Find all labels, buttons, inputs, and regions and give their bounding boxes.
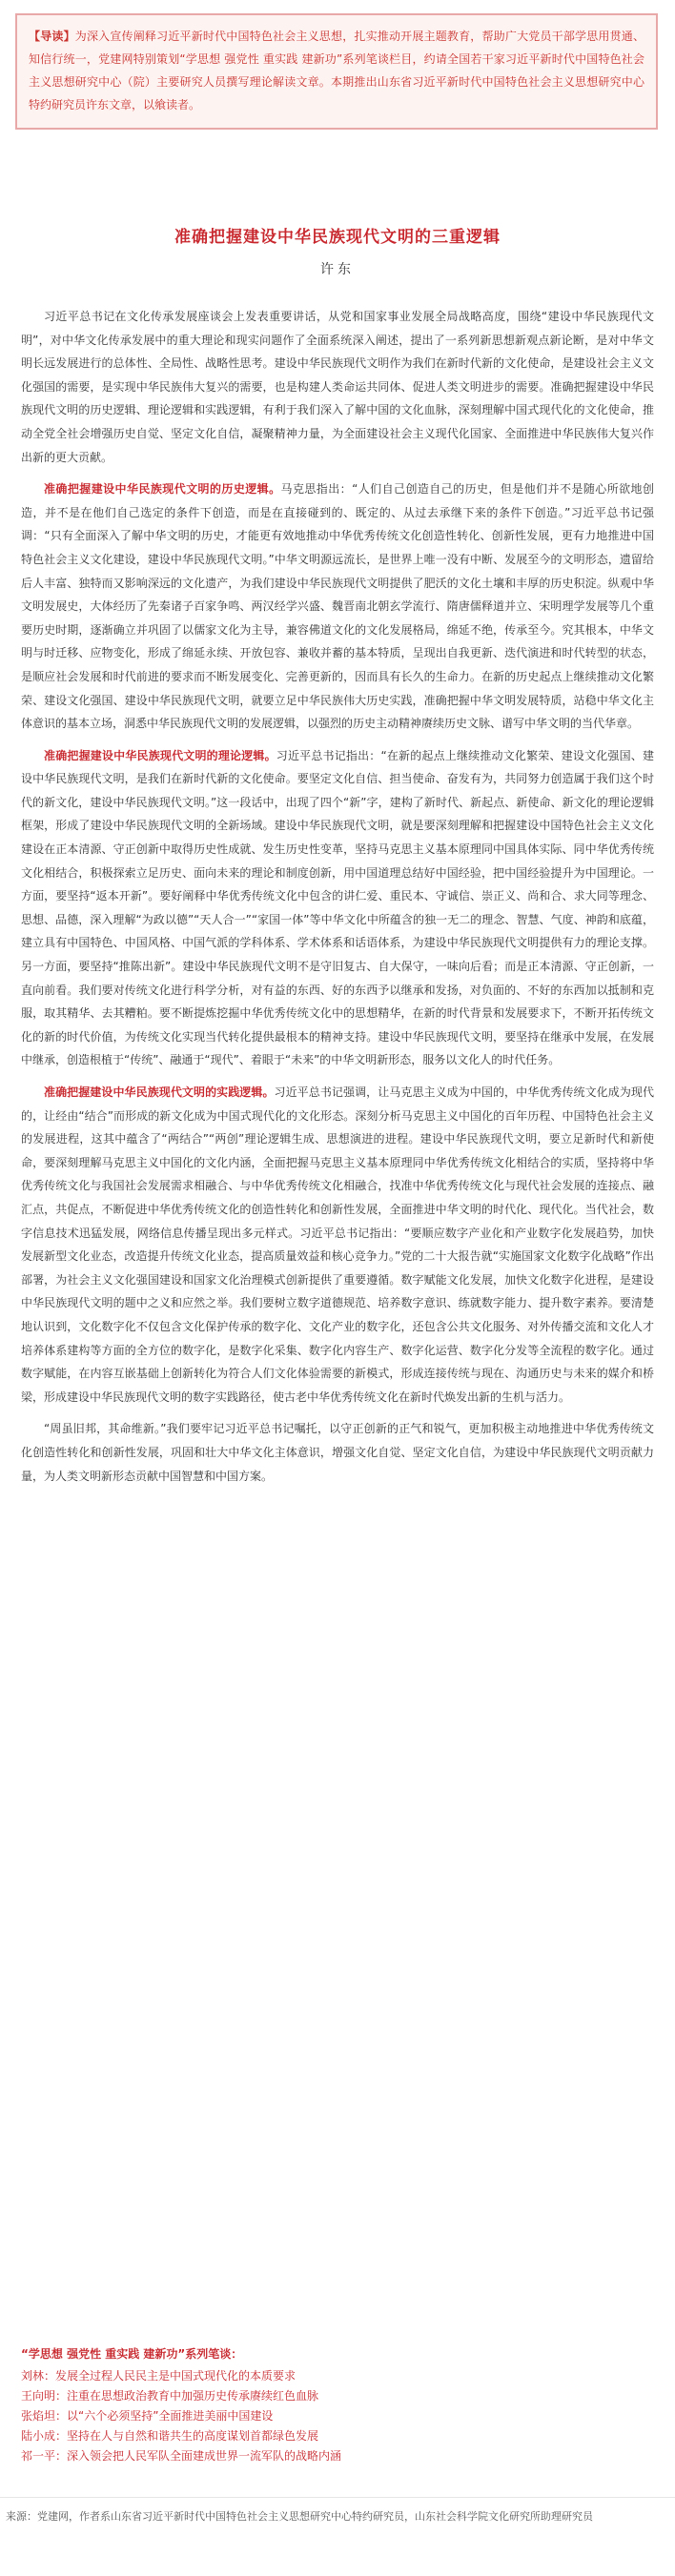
article-author: 许东 [320, 262, 355, 277]
paragraph-text: 习近平总书记强调，让马克思主义成为中国的，中华优秀传统文化成为现代的，让经由“结合”而形成的新文化成为中国式现代化的文化形态。深刻分析马克思主义中国化的百年历程、中国特色社会主义的发展进程，这其中蕴含了“两结合”“两创”理论逻辑生成、思想演进的进程。建设中华民族现代文明，要立足新时代和新使命，要深刻理解马克思主义中国化的文化内涵，全面把握马克思主义基本原理同中华优秀传统文化相结合的实质，坚持将中华优秀传统文化与我国社会发展需求相融合、与中华优秀传统文化相融合，找准中华优秀传统文化与现代社会发展的连接点、融汇点，共促点，不断促进中华优秀传统文化的创造性转化和创新性发展，全面推进中华文明的时代化、现代化。当代社会，数字信息技术迅猛发展，网络信息传播呈现出多元样式。习近平总书记指出：“要顺应数字产业化和产业数字化发展趋势，加快发展新型文化业态，改造提升传统文化业态，提高质量效益和核心竞争力。”党的二十大报告就“实施国家文化数字化战略”作出部署，为社会主义文化强国建设和国家文化治理模式创新提供了重要遵循。数字赋能文化发展，加快文化数字化进程，是建设中华民族现代文明的题中之义和应然之举。我们要树立数字道德规范、培养数字意识、练就数字能力、提升数字素养。要清楚地认识到，文化数字化不仅包含文化保护传承的数字化、文化产业的数字化，还包含公共文化服务、对外传播交流和文化人才培养体系建构等方面的全方位的数字化，是数字化采集、数字化内容生产、数字化运营、数字化分发等全流程的数字化。通过数字赋能，在内容互嵌基础上创新转化为符合人们文化体验需要的新模式，形成连接传统与现在、沟通历史与未来的媒介和桥梁，形成建设中华民族现代文明的数字实践路径，使古老中华优秀传统文化在新时代焕发出新的生机与活力。 [21, 1085, 654, 1404]
series-link[interactable]: 王向明：注重在思想政治教育中加强历史传承赓续红色血脉 [21, 2389, 319, 2403]
series-link[interactable]: 刘林：发展全过程人民民主是中国式现代化的本质要求 [21, 2369, 297, 2383]
article-title: 准确把握建设中华民族现代文明的三重逻辑 [174, 228, 501, 247]
intro-text: 为深入宣传阐释习近平新时代中国特色社会主义思想，扎实推动开展主题教育，帮助广大党员干部学思用贯通、知信行统一，党建网特别策划“学思想 强党性 重实践 建新功”系列笔谈栏目，约请全国若干家习近平新时代中国特色社会主义思想研究中心（院）主要研究人员撰写理论解读文章。本期推出山东省习近平新时代中国特色社会主义思想研究中心特约研究员许东文章，以飨读者。 [29, 30, 644, 112]
paragraph [21, 1417, 654, 1488]
series-link[interactable]: 张焰坦：以“六个必须坚持”全面推进美丽中国建设 [21, 2409, 274, 2423]
paragraph-text: 习近平总书记指出：“在新的起点上继续推动文化繁荣、建设文化强国、建设中华民族现代文明，是我们在新时代新的文化使命。要坚定文化自信、担当使命、奋发有为，共同努力创造属于我们这个时代的新文化，建设中华民族现代文明。”这一段话中，出现了四个“新”字，建构了新时代、新起点、新使命、新文化的理论逻辑框架，形成了建设中华民族现代文明的全新场域。建设中华民族现代文明，就是要深刻理解和把握建设中国特色社会主义文化建设在正本清源、守正创新中取得历史性成就、发生历史性变革，坚持马克思主义基本原理同中国具体实际、同中华优秀传统文化相结合，积极探索立足历史、面向未来的理论和制度创新，用中国道理总结好中国经验，把中国经验提升为中国理论。一方面，要坚持“返本开新”。要好阐释中华优秀传统文化中包含的讲仁爱、重民本、守诚信、崇正义、尚和合、求大同等理念、思想、品德，深入理解“为政以德”“天人合一”“家国一体”等中华文化中所蕴含的独一无二的理念、智慧、气度、神韵和底蕴，建立具有中国特色、中国风格、中国气派的学科体系、学术体系和话语体系，为建设中华民族现代文明提供有力的理论支撑。另一方面，要坚持“推陈出新”。建设中华民族现代文明不是守旧复古、自大保守，一味向后看；而是正本清源、守正创新，一直向前看。我们要对传统文化进行科学分析，对有益的东西、好的东西予以继承和发扬，对负面的、不好的东西加以抵制和克服，取其精华、去其糟粕。要不断提炼挖掘中华优秀传统文化中的思想精华，在新的时代背景和发展要求下，不断开拓传统文化的新的时代价值，为传统文化实现当代转化提供最根本的精神支持。建设中华民族现代文明，要坚持在继承中发展，在发展中继承，创造根植于“传统”、融通于“现代”、着眼于“未来”的中华文明新形态，服务以文化人的时代任务。 [21, 748, 654, 1067]
divider [0, 2497, 675, 2498]
series-list [21, 2344, 654, 2466]
section-lead: 准确把握建设中华民族现代文明的实践逻辑。 [44, 1085, 275, 1099]
article-body [21, 305, 654, 1496]
paragraph-text: “周虽旧邦，其命维新。”我们要牢记习近平总书记嘱托，以守正创新的正气和锐气，更加积极主动地推进中华优秀传统文化创造性转化和创新性发展，巩固和壮大中华文化主体意识，增强文化自觉、坚定文化自信，为建设中华民族现代文明贡献力量，为人类文明新形态贡献中国智慧和中国方案。 [21, 1422, 654, 1483]
paragraph-text: 马克思指出：“人们自己创造自己的历史，但是他们并不是随心所欲地创造，并不是在他们自己选定的条件下创造，而是在直接碰到的、既定的、从过去承继下来的条件下创造。”习近平总书记强调：“只有全面深入了解中华文明的历史，才能更有效地推动中华优秀传统文化创造性转化、创新性发展，更有力地推进中国特色社会主义文化建设，建设中华民族现代文明。”中华文明源远流长，是世界上唯一没有中断、发展至今的文明形态，遗留给后人丰富、独特而又影响深远的文化遗产，为我们建设中华民族现代文明提供了肥沃的文化土壤和丰厚的历史积淀。纵观中华文明发展史，大体经历了先秦诸子百家争鸣、两汉经学兴盛、魏晋南北朝玄学流行、隋唐儒释道并立、宋明理学发展等几个重要历史时期，逐渐确立并巩固了以儒家文化为主导，兼容佛道文化的文化发展格局，绵延不绝，传承至今。究其根本，中华文明与时迁移、应物变化，形成了绵延永续、开放包容、兼收并蓄的基本特质，呈现出自我更新、迭代演进和时代转型的状态，是顺应社会发展和时代前进的要求而不断发展变化、完善更新的，因而具有长久的生命力。在新的历史起点上继续推动文化繁荣、建设文化强国、建设中华民族现代文明，就要立足中华民族伟大历史实践，准确把握中华文明发展特质，站稳中华文化主体意识的基本立场，洞悉中华民族现代文明的发展逻辑，以强烈的历史主动精神赓续历史文脉、谱写中华文明的当代华章。 [21, 482, 654, 731]
paragraph [21, 744, 654, 1072]
paragraph-text: 习近平总书记在文化传承发展座谈会上发表重要讲话，从党和国家事业发展全局战略高度，围绕“建设中华民族现代文明”，对中华文化传承发展中的重大理论和现实问题作了全面系统深入阐述，提出了一系列新思想新观点新论断，是对中华文明长远发展进行的总体性、全局性、战略性思考。建设中华民族现代文明作为我们在新时代新的文化使命，是建设社会主义文化强国的需要，是实现中华民族伟大复兴的需要，也是构建人类命运共同体、促进人类文明进步的需要。准确把握建设中华民族现代文明的历史逻辑、理论逻辑和实践逻辑，有利于我们深入了解中国的文化血脉，深刻理解中国式现代化的文化使命，推动全党全社会增强历史自觉、坚定文化自信，凝聚精神力量，为全面建设社会主义现代化国家、全面推进中华民族伟大复兴作出新的更大贡献。 [21, 310, 654, 464]
source-note: 来源：党建网，作者系山东省习近平新时代中国特色社会主义思想研究中心特约研究员，山东社会科学院文化研究所助理研究员 [6, 2510, 593, 2523]
paragraph [21, 1081, 654, 1409]
section-lead: 准确把握建设中华民族现代文明的历史逻辑。 [44, 482, 281, 497]
series-title: “学思想 强党性 重实践 建新功”系列笔谈： [21, 2347, 243, 2361]
intro-box [15, 13, 658, 130]
paragraph [21, 305, 654, 469]
intro-lead: 【导读】 [29, 30, 75, 43]
series-link[interactable]: 祁一平：深入领会把人民军队全面建成世界一流军队的战略内涵 [21, 2449, 342, 2463]
series-link[interactable]: 陆小成：坚持在人与自然和谐共生的高度谋划首都绿色发展 [21, 2429, 319, 2443]
paragraph [21, 477, 654, 736]
section-lead: 准确把握建设中华民族现代文明的理论逻辑。 [44, 748, 276, 762]
